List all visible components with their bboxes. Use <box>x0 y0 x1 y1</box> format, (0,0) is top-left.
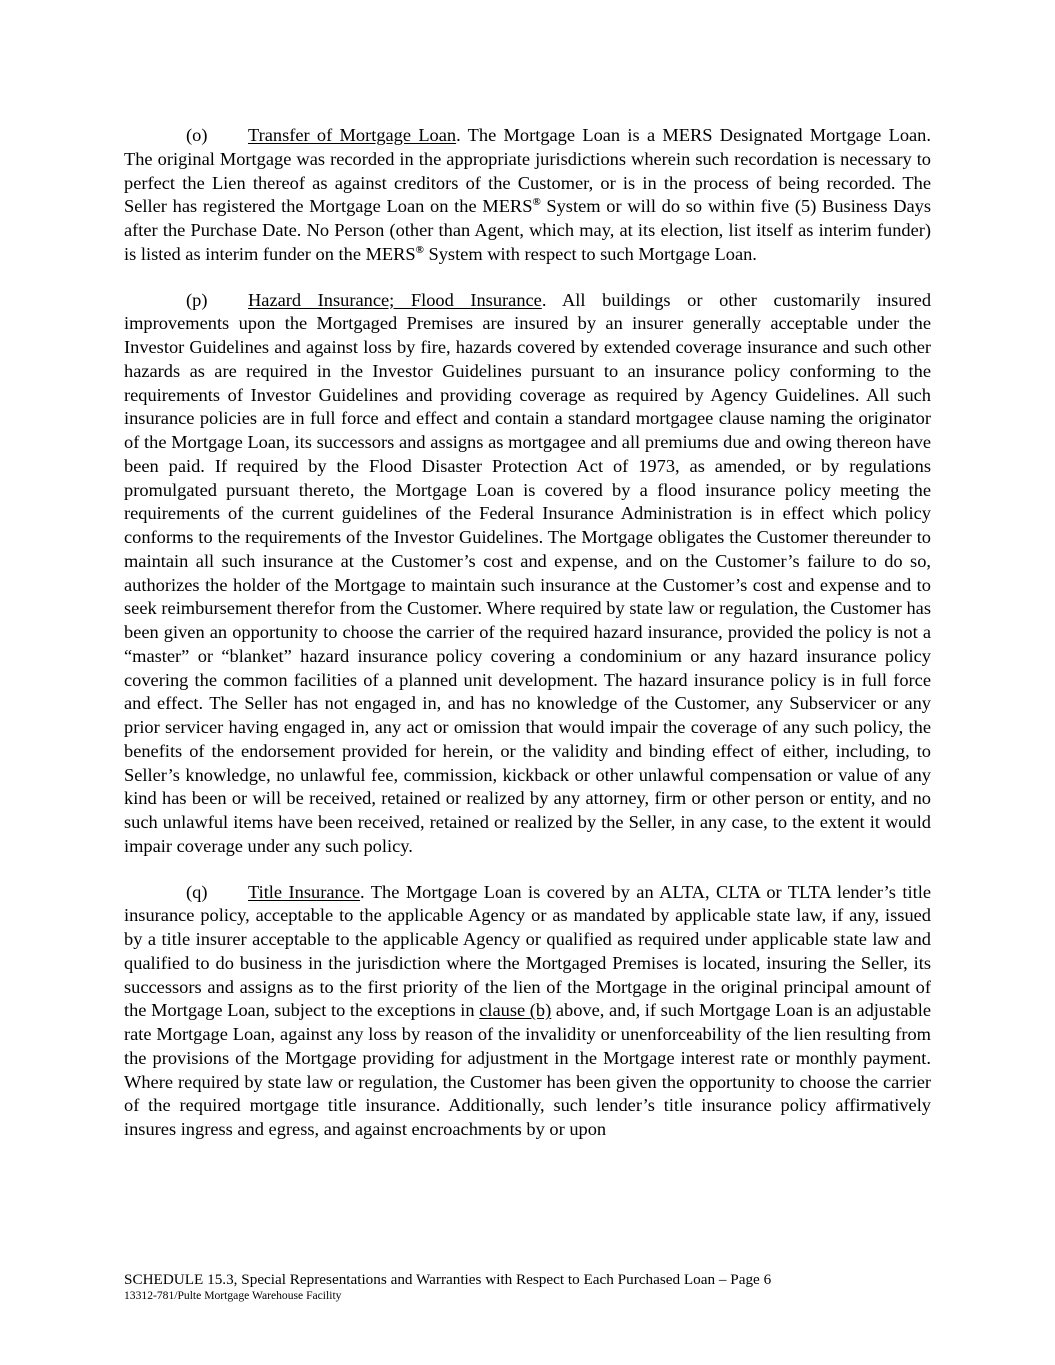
page-footer <box>124 1270 931 1303</box>
clause-reference: clause (b) <box>479 1000 552 1021</box>
paragraph-q <box>124 881 931 1142</box>
paragraph-text: System with respect to such Mortgage Loan. <box>423 243 757 264</box>
paragraph-marker: (q) <box>186 881 208 902</box>
registered-mark: ® <box>532 196 541 209</box>
paragraph-heading: Title Insurance <box>248 881 361 902</box>
paragraph-text: . All buildings or other customarily insured improvements upon the Mortgaged Premises are insured by an insurer generally acceptable under the Investor Guidelines and against loss by fire, hazards covered by extended coverage insurance and such other hazards as are required in the Investor Guidelines pursuant to an insurance policy conforming to the requirements of Investor Guidelines and providing coverage as required by Agency Guidelines. All such insurance policies are in full force and effect and contain a standard mortgagee clause naming the originator of the Mortgage Loan, its successors and assigns as mortgagee and all premiums due and owing thereon have been paid. If required by the Flood Disaster Protection Act of 1973, as amended, or by regulations promulgated pursuant thereto, the Mortgage Loan is covered by a flood insurance policy meeting the requirements of the current guidelines of the Federal Insurance Administration is in effect which policy conforms to the requirements of the Investor Guidelines. The Mortgage obligates the Customer thereunder to maintain all such insurance at the Customer’s cost and expense, and on the Customer’s failure to do so, authorizes the holder of the Mortgage to maintain such insurance at the Customer’s cost and expense and to seek reimbursement therefor from the Customer. Where required by state law or regulation, the Customer has been given an opportunity to choose the carrier of the required hazard insurance, provided the policy is not a “master” or “blanket” hazard insurance policy covering a condominium or any hazard insurance policy covering the common facilities of a planned unit development. The hazard insurance policy is in full force and effect. The Seller has not engaged in, and has no knowledge of the Customer, any Subservicer or any prior servicer having engaged in, any act or omission that would impair the coverage of any such policy, the benefits of the endorsement provided for herein, or the validity and binding effect of either, including, to Seller’s knowledge, no unlawful fee, commission, kickback or other unlawful compensation or value of any kind has been or will be received, retained or realized by any attorney, firm or other person or entity, and no such unlawful items have been received, retained or realized by the Seller, in any case, to the extent it would impair coverage under any such policy. <box>124 289 932 856</box>
registered-mark: ® <box>415 243 424 256</box>
footer-document-id: 13312-781/Pulte Mortgage Warehouse Facility <box>124 1289 342 1302</box>
document-body <box>124 124 931 1164</box>
paragraph-heading: Hazard Insurance; Flood Insurance <box>248 289 542 310</box>
paragraph-p <box>124 289 931 859</box>
paragraph-text: above, and, if such Mortgage Loan is an adjustable rate Mortgage Loan, against any loss by reason of the invalidity or unenforceability of the lien resulting from the provisions of the Mortgage providing for adjustment in the Mortgage interest rate or monthly payment. Where required by state law or regulation, the Customer has been given the opportunity to choose the carrier of the required mortgage title insurance. Additionally, such lender’s title insurance policy affirmatively insures ingress and egress, and against encroachments by or upon <box>124 1000 931 1139</box>
footer-schedule-line: SCHEDULE 15.3, Special Representations and Warranties with Respect to Each Purchased Loan – Page 6 <box>124 1271 772 1288</box>
paragraph-marker: (p) <box>186 289 208 310</box>
paragraph-text: . The Mortgage Loan is a MERS Designated Mortgage Loan. The original Mortgage was recorded in the appropriate jurisdictions wherein such recordation is necessary to perfect the Lien thereof as against creditors of the Customer, or is in the process of being recorded. The Seller has registered the Mortgage Loan on the MERS <box>124 125 931 217</box>
paragraph-marker: (o) <box>186 125 208 145</box>
paragraph-heading: Transfer of Mortgage Loan <box>248 125 457 145</box>
paragraph-o <box>124 124 931 267</box>
paragraph-text: . The Mortgage Loan is covered by an ALTA, CLTA or TLTA lender’s title insurance policy, acceptable to the applicable Agency or as mandated by applicable state law, if any, issued by a title insurer acceptable to the applicable Agency or qualified as required under applicable state law and qualified to do business in the jurisdiction where the Mortgaged Premises is located, insuring the Seller, its successors and assigns as to the first priority of the lien of the Mortgage in the original principal amount of the Mortgage Loan, subject to the exceptions in <box>124 881 932 1021</box>
paragraph-text: System or will do so within five (5) Business Days after the Purchase Date. No Person (other than Agent, which may, at its election, list itself as interim funder) is listed as interim funder on the MERS <box>124 196 931 264</box>
